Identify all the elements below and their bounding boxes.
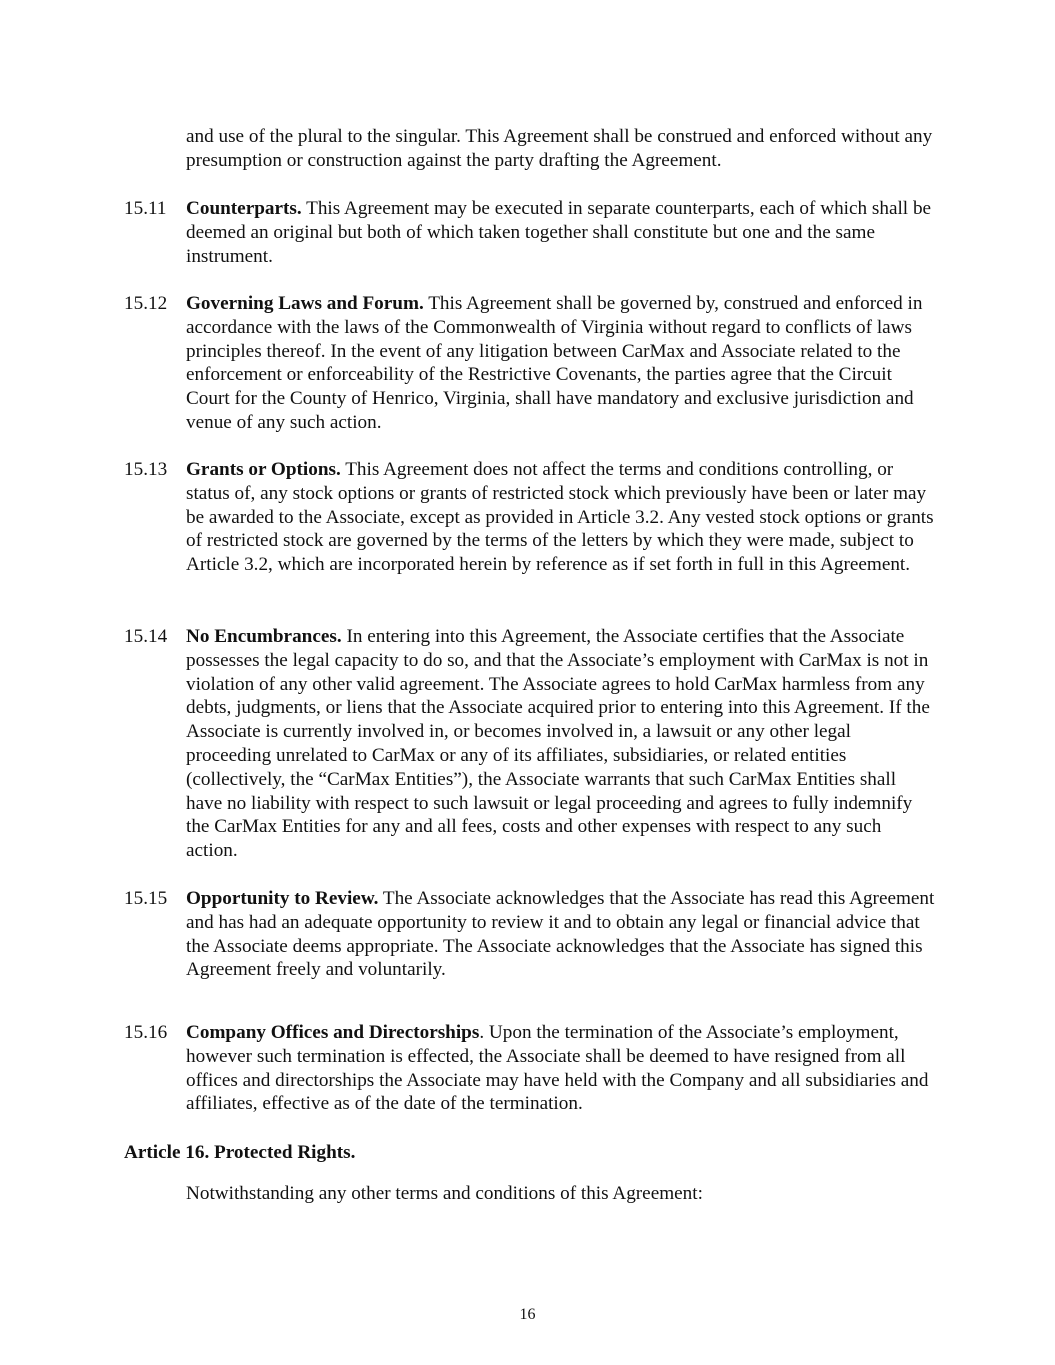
section-heading: Company Offices and Directorships — [186, 1022, 480, 1043]
section-body — [186, 625, 936, 863]
section-number: 15.14 — [124, 626, 168, 647]
continuation-paragraph: and use of the plural to the singular. This Agreement shall be construed and enforced without any presumption or construction against the party drafting the Agreement. — [186, 126, 933, 171]
article-heading: Article 16. Protected Rights. — [124, 1142, 356, 1163]
section-heading: Counterparts. — [186, 198, 302, 219]
section-number: 15.13 — [124, 459, 168, 480]
section-heading: Grants or Options. — [186, 459, 341, 480]
section-text: In entering into this Agreement, the Associate certifies that the Associate possesses the legal capacity to do so, and that the Associate’s employment with CarMax is not in violation of any other valid agreement. The Associate agrees to hold CarMax harmless from any debts, judgments, or liens that the Associate acquired prior to entering into this Agreement. If the Associate is currently involved in, or becomes involved in, a lawsuit or any other legal proceeding unrelated to CarMax or any of its affiliates, subsidiaries, or related entities (collectively, the “CarMax Entities”), the Associate warrants that such CarMax Entities shall have no liability with respect to such lawsuit or legal proceeding and agrees to fully indemnify the CarMax Entities for any and all fees, costs and other expenses with respect to any such action. — [186, 626, 930, 862]
section-text: This Agreement does not affect the terms and conditions controlling, or status of, any stock options or grants of restricted stock which previously have been or later may be awarded to the Associate, except as provided in Article 3.2. Any vested stock options or grants of restricted stock are governed by the terms of the letters by which they were made, subject to Article 3.2, which are incorporated herein by reference as if set forth in full in this Agreement. — [186, 459, 934, 576]
section-body — [186, 292, 936, 435]
section-body — [186, 197, 936, 268]
section-number: 15.12 — [124, 293, 168, 314]
page-number: 16 — [519, 1306, 536, 1323]
section-text: This Agreement shall be governed by, construed and enforced in accordance with the laws of the Commonwealth of Virginia without regard to conflicts of laws principles thereof. In the event of any litigation between CarMax and Associate related to the enforcement or enforceability of the Restrictive Covenants, the parties agree that the Circuit Court for the County of Henrico, Virginia, shall have mandatory and exclusive jurisdiction and venue of any such action. — [186, 293, 923, 433]
section-text: This Agreement may be executed in separate counterparts, each of which shall be deemed an original but both of which taken together shall constitute but one and the same instrument. — [186, 198, 932, 267]
section-number: 15.15 — [124, 888, 168, 909]
section-text: The Associate acknowledges that the Associate has read this Agreement and has had an adequate opportunity to review it and to obtain any legal or financial advice that the Associate deems appropriate. The Associate acknowledges that the Associate has signed this Agreement freely and voluntarily. — [186, 888, 935, 981]
section-body — [186, 1021, 936, 1116]
section-heading: Opportunity to Review. — [186, 888, 379, 909]
section-body — [186, 458, 936, 577]
section-heading: Governing Laws and Forum. — [186, 293, 424, 314]
section-number: 15.16 — [124, 1022, 168, 1043]
section-number: 15.11 — [124, 198, 167, 219]
section-text: . Upon the termination of the Associate’s employment, however such termination is effected, the Associate shall be deemed to have resigned from all offices and directorships the Associate may have held with the Company and all subsidiaries and affiliates, effective as of the date of the termination. — [186, 1022, 929, 1115]
section-body — [186, 887, 936, 982]
section-heading: No Encumbrances. — [186, 626, 342, 647]
article-intro: Notwithstanding any other terms and conditions of this Agreement: — [186, 1183, 703, 1204]
